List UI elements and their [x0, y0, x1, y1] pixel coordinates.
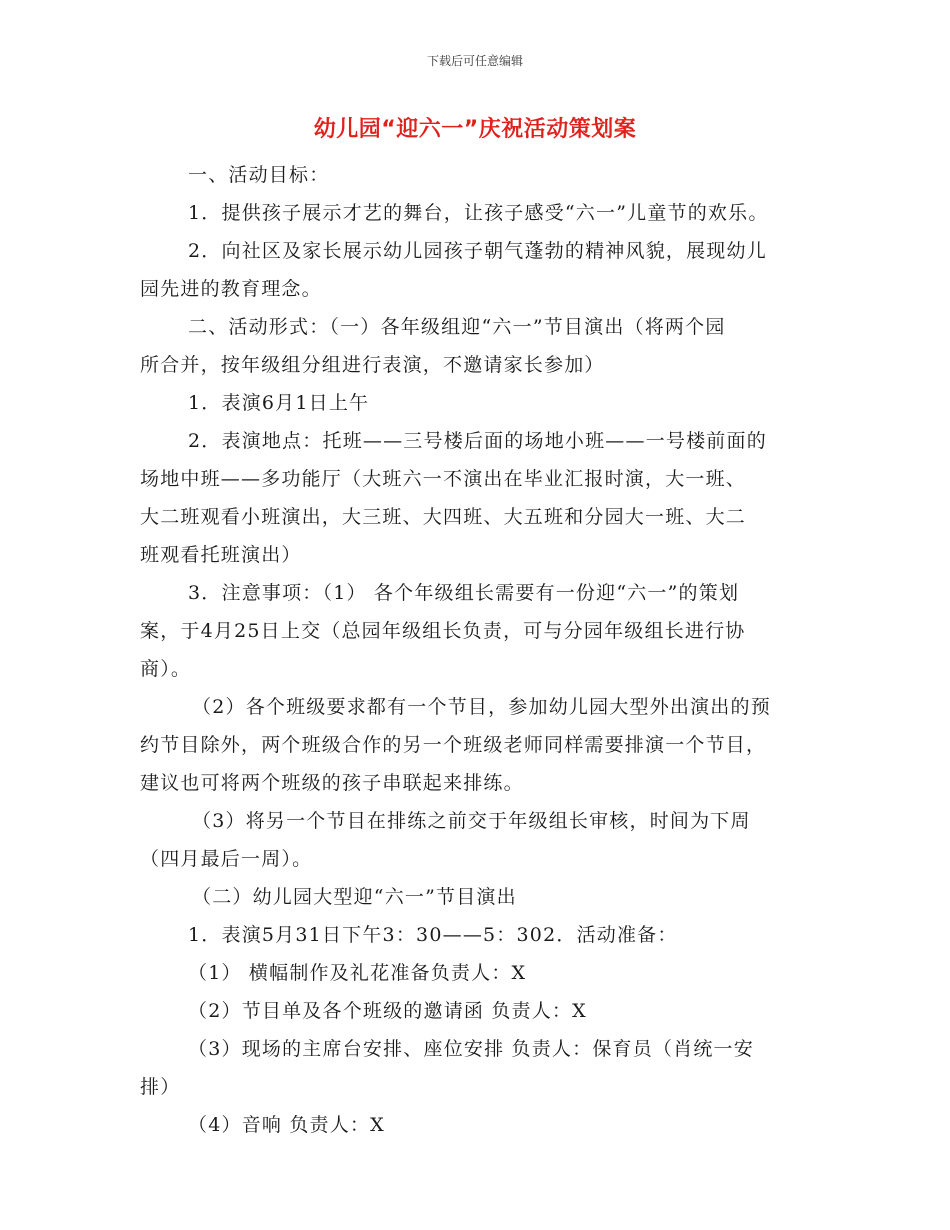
paragraph-line: 建议也可将两个班级的孩子串联起来排练。	[140, 772, 524, 794]
paragraph-line: 案，于4月25日上交（总园年级组长负责，可与分园年级组长进行协	[140, 620, 746, 642]
paragraph-line: 1．表演5月31日下午3：30——5：302．活动准备：	[188, 924, 678, 946]
paragraph-line: （2）各个班级要求都有一个节目，参加幼儿园大型外出演出的预	[192, 696, 771, 718]
paragraph-line: 2．表演地点：托班——三号楼后面的场地小班——一号楼前面的	[188, 430, 767, 452]
paragraph-line: （四月最后一周）。	[140, 848, 313, 870]
paragraph-line: 3．注意事项：（1） 各个年级组长需要有一份迎“六一”的策划	[188, 582, 740, 604]
paragraph-line: 班观看托班演出）	[140, 544, 302, 566]
paragraph-line: （1） 横幅制作及礼花准备负责人：X	[188, 962, 527, 984]
paragraph-line: 2．向社区及家长展示幼儿园孩子朝气蓬勃的精神风貌，展现幼儿	[188, 240, 767, 262]
paragraph-line: 排）	[140, 1076, 181, 1098]
paragraph-line: 1．表演6月1日上午	[188, 392, 370, 414]
paragraph-line: （二）幼儿园大型迎“六一”节目演出	[192, 886, 517, 908]
paragraph-line: 大二班观看小班演出，大三班、大四班、大五班和分园大一班、大二	[140, 506, 747, 528]
paragraph-line: （3）将另一个节目在排练之前交于年级组长审核，时间为下周	[192, 810, 751, 832]
paragraph-line: 园先进的教育理念。	[140, 278, 322, 300]
paragraph-line: 商）。	[140, 658, 192, 680]
paragraph-line: 所合并，按年级组分组进行表演，不邀请家长参加）	[140, 354, 605, 376]
paragraph-line: 1．提供孩子展示才艺的舞台，让孩子感受“六一”儿童节的欢乐。	[188, 202, 769, 224]
header-note: 下载后可任意编辑	[426, 54, 523, 68]
paragraph-line: 一、活动目标：	[188, 164, 330, 186]
paragraph-line: 二、活动形式：（一）各年级组迎“六一”节目演出（将两个园	[188, 316, 726, 338]
document-title: 幼儿园“迎六一”庆祝活动策划案	[313, 117, 637, 142]
paragraph-line: 约节目除外，两个班级合作的另一个班级老师同样需要排演一个节目，	[140, 734, 767, 756]
paragraph-line: （3）现场的主席台安排、座位安排 负责人：保育员（肖统一安	[188, 1038, 754, 1060]
paragraph-line: （2）节目单及各个班级的邀请函 负责人：X	[188, 1000, 587, 1022]
document-body	[140, 156, 820, 1144]
paragraph-line: 场地中班——多功能厅（大班六一不演出在毕业汇报时演，大一班、	[140, 468, 747, 490]
paragraph-line: （4）音响 负责人：X	[188, 1114, 385, 1136]
